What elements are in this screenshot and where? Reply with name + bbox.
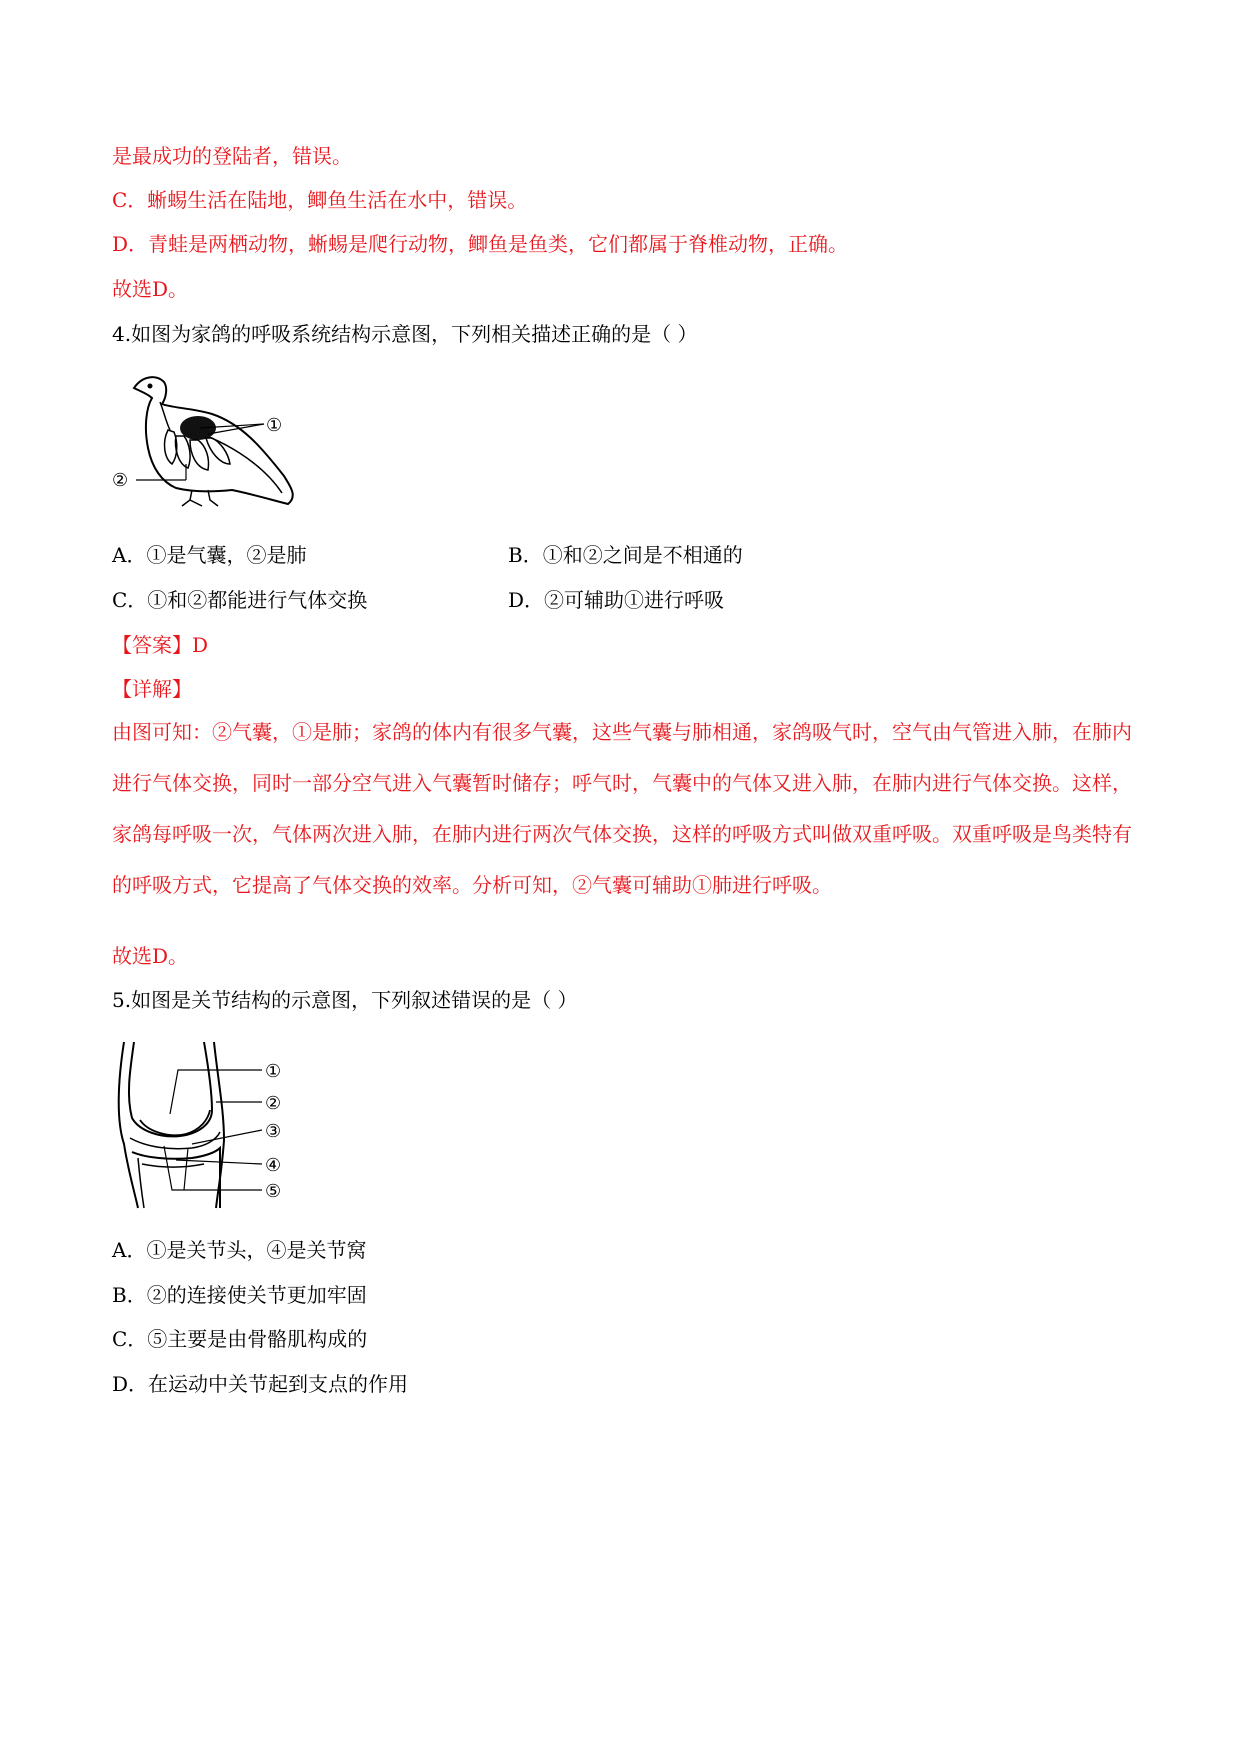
pigeon-outline bbox=[134, 377, 293, 504]
joint-socket-cartilage bbox=[142, 1164, 204, 1167]
lower-bone-left bbox=[138, 1158, 144, 1208]
q4-option-c: C．①和②都能进行气体交换 bbox=[112, 588, 368, 612]
q4-explanation-text: 由图可知：②气囊，①是肺；家鸽的体内有很多气囊，这些气囊与肺相通，家鸽吸气时，空气由气管进入肺，在肺内进行气体交换，同时一部分空气进入气囊暂时储存；呼气时，气囊中的气体又进入肺，在肺内进行气体交换。这样，家鸽每呼吸一次，气体两次进入肺，在肺内进行两次气体交换，这样的呼吸方式叫做双重呼吸。双重呼吸是鸟类特有的呼吸方式，它提高了气体交换的效率。分析可知，②气囊可辅助①肺进行呼吸。 bbox=[112, 720, 1132, 897]
fig5-label-3: ③ bbox=[265, 1121, 282, 1142]
prev-answer-option-c: C．蜥蜴生活在陆地，鲫鱼生活在水中，错误。 bbox=[112, 188, 528, 212]
q4-option-b: B．①和②之间是不相通的 bbox=[508, 543, 743, 567]
fig5-leader-3 bbox=[192, 1130, 262, 1144]
lung-shape bbox=[180, 416, 216, 440]
q5-stem: 5.如图是关节结构的示意图，下列叙述错误的是（ ） bbox=[112, 988, 578, 1012]
lower-bone-top bbox=[132, 1148, 220, 1208]
prev-answer-option-d: D．青蛙是两栖动物，蜥蜴是爬行动物，鲫鱼是鱼类，它们都属于脊椎动物，正确。 bbox=[112, 232, 849, 256]
fig4-label-1: ① bbox=[266, 415, 283, 436]
fig5-label-2: ② bbox=[265, 1093, 282, 1114]
q5-option-b: B．②的连接使关节更加牢固 bbox=[112, 1283, 367, 1307]
q5-option-c: C．⑤主要是由骨骼肌构成的 bbox=[112, 1327, 368, 1351]
q4-stem: 4.如图为家鸽的呼吸系统结构示意图，下列相关描述正确的是（ ） bbox=[112, 322, 698, 346]
q4-detail-label: 【详解】 bbox=[112, 677, 192, 701]
air-sac-2 bbox=[176, 436, 191, 468]
joint-structure-figure bbox=[112, 1040, 322, 1210]
q4-answer-label: 【答案】D bbox=[112, 633, 209, 657]
fig5-leader-5b bbox=[184, 1148, 188, 1190]
air-sac-1 bbox=[165, 430, 177, 464]
joint-capsule-left bbox=[119, 1042, 138, 1208]
q4-option-a: A．①是气囊，②是肺 bbox=[112, 543, 307, 567]
fig5-leader-1 bbox=[170, 1070, 262, 1114]
q4-choose: 故选D。 bbox=[112, 944, 189, 968]
q5-option-a: A．①是关节头，④是关节窝 bbox=[112, 1238, 367, 1262]
q5-option-d: D．在运动中关节起到支点的作用 bbox=[112, 1372, 409, 1396]
fig5-label-1: ① bbox=[265, 1061, 282, 1082]
pigeon-legs bbox=[182, 490, 218, 506]
air-sac-3 bbox=[190, 440, 209, 470]
q4-explanation bbox=[112, 707, 1132, 911]
prev-answer-choose: 故选D。 bbox=[112, 277, 189, 301]
pigeon-eye bbox=[148, 384, 153, 389]
pigeon-respiratory-figure bbox=[112, 368, 332, 518]
fig5-label-5: ⑤ bbox=[265, 1181, 282, 1202]
air-sac-4 bbox=[206, 438, 230, 464]
fig5-label-4: ④ bbox=[265, 1155, 282, 1176]
fig4-label-2: ② bbox=[112, 470, 129, 491]
prev-answer-line: 是最成功的登陆者，错误。 bbox=[112, 144, 352, 168]
q4-option-d: D．②可辅助①进行呼吸 bbox=[508, 588, 725, 612]
